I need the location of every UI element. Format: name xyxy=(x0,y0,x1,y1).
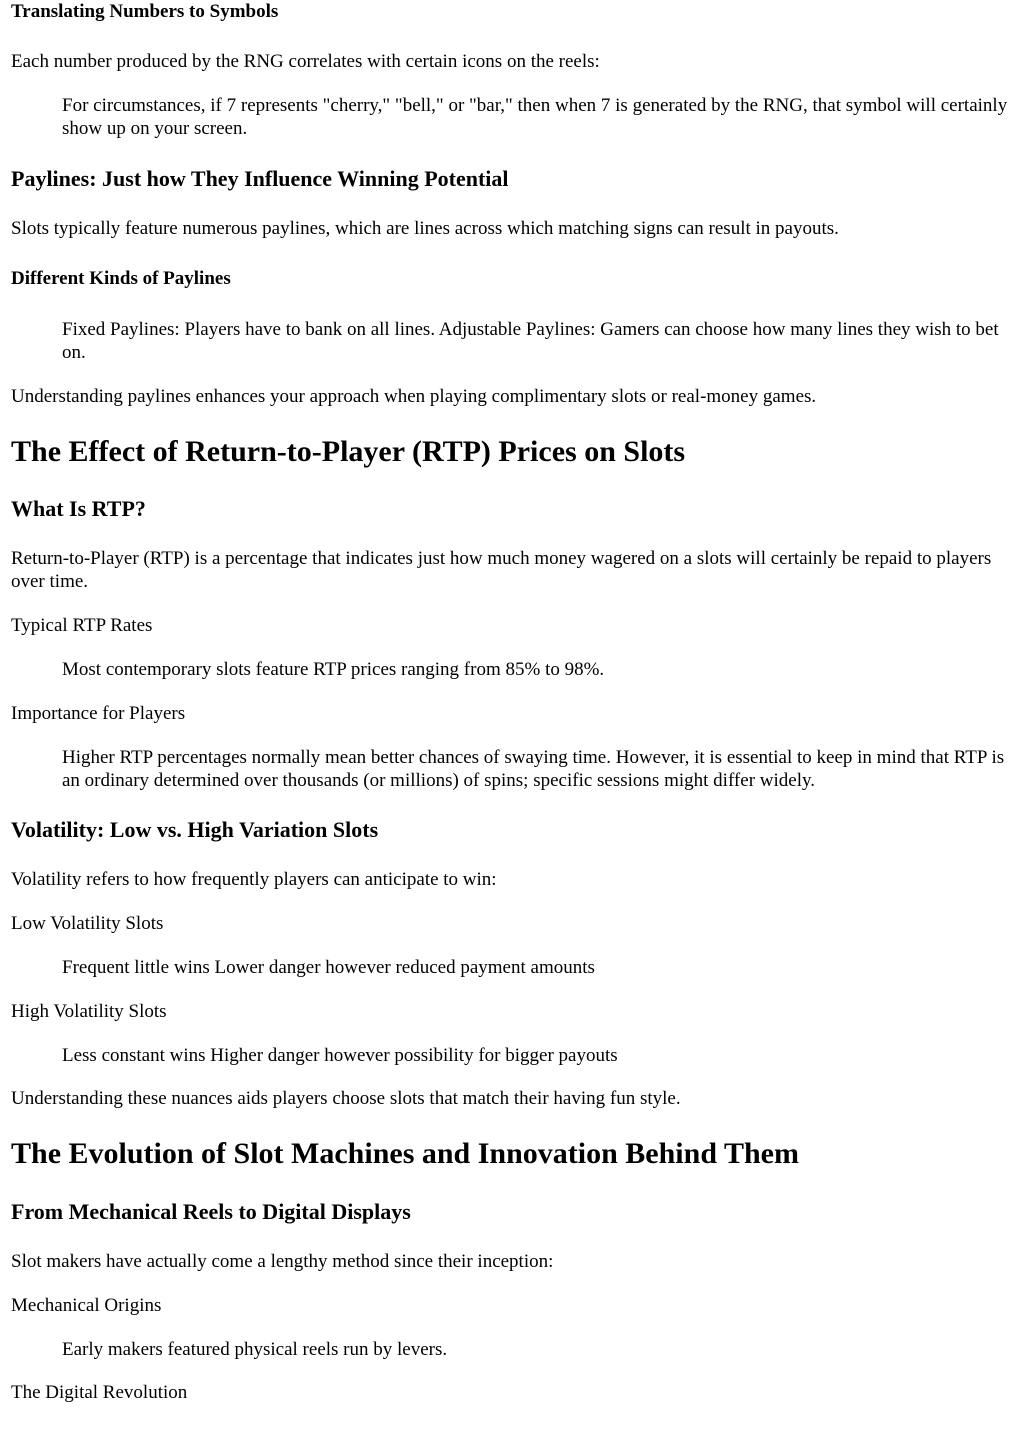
paragraph-low-volatility: Low Volatility Slots xyxy=(11,913,164,934)
heading-evolution: The Evolution of Slot Machines and Innovation Behind Them xyxy=(11,1137,799,1170)
heading-paylines: Paylines: Just how They Influence Winning Potential xyxy=(11,166,509,191)
blockquote-low-volatility: Frequent little wins Lower danger however reduced payment amounts xyxy=(62,957,595,978)
heading-mechanical-to-digital: From Mechanical Reels to Digital Displays xyxy=(11,1199,411,1224)
paragraph-slot-makers: Slot makers have actually come a lengthy method since their inception: xyxy=(11,1251,554,1272)
blockquote-importance: Higher RTP percentages normally mean better chances of swaying time. However, it is essential to keep in mind that RTP is an ordinary determined over thousands (or millions) of spins; specific sessions might differ widely. xyxy=(62,747,1005,791)
paragraph-volatility: Volatility refers to how frequently players can anticipate to win: xyxy=(11,869,497,890)
paragraph-paylines: Slots typically feature numerous paylines, which are lines across which matching signs can result in payouts. xyxy=(11,218,839,239)
heading-volatility: Volatility: Low vs. High Variation Slots xyxy=(11,817,379,842)
heading-kinds-of-paylines: Different Kinds of Paylines xyxy=(11,268,231,289)
paragraph-understanding-paylines: Understanding paylines enhances your approach when playing complimentary slots or real-money games. xyxy=(11,386,817,407)
heading-rtp-effect: The Effect of Return-to-Player (RTP) Prices on Slots xyxy=(11,435,686,468)
paragraph-rtp-definition: Return-to-Player (RTP) is a percentage that indicates just how much money wagered on a slots will certainly be repaid to players over time. xyxy=(11,548,992,592)
blockquote-typical-rtp: Most contemporary slots feature RTP prices ranging from 85% to 98%. xyxy=(62,659,605,680)
paragraph-mechanical-origins: Mechanical Origins xyxy=(11,1295,162,1316)
paragraph-digital-revolution: The Digital Revolution xyxy=(11,1382,188,1403)
blockquote-mechanical-origins: Early makers featured physical reels run by levers. xyxy=(62,1339,448,1360)
paragraph-importance: Importance for Players xyxy=(11,703,186,724)
paragraph-high-volatility: High Volatility Slots xyxy=(11,1001,167,1022)
blockquote-cherry-example: For circumstances, if 7 represents "cherry," "bell," or "bar," then when 7 is generated by the RNG, that symbol will certainly show up on your screen. xyxy=(62,95,1008,139)
heading-translating-numbers: Translating Numbers to Symbols xyxy=(11,1,279,22)
paragraph-rng-correlation: Each number produced by the RNG correlates with certain icons on the reels: xyxy=(11,51,600,72)
paragraph-typical-rtp: Typical RTP Rates xyxy=(11,615,153,636)
blockquote-high-volatility: Less constant wins Higher danger however possibility for bigger payouts xyxy=(62,1045,618,1066)
paragraph-nuances: Understanding these nuances aids players choose slots that match their having fun style. xyxy=(11,1088,681,1109)
blockquote-payline-kinds: Fixed Paylines: Players have to bank on all lines. Adjustable Paylines: Gamers can choose how many lines they wish to bet on. xyxy=(62,319,999,363)
heading-what-is-rtp: What Is RTP? xyxy=(11,496,146,521)
